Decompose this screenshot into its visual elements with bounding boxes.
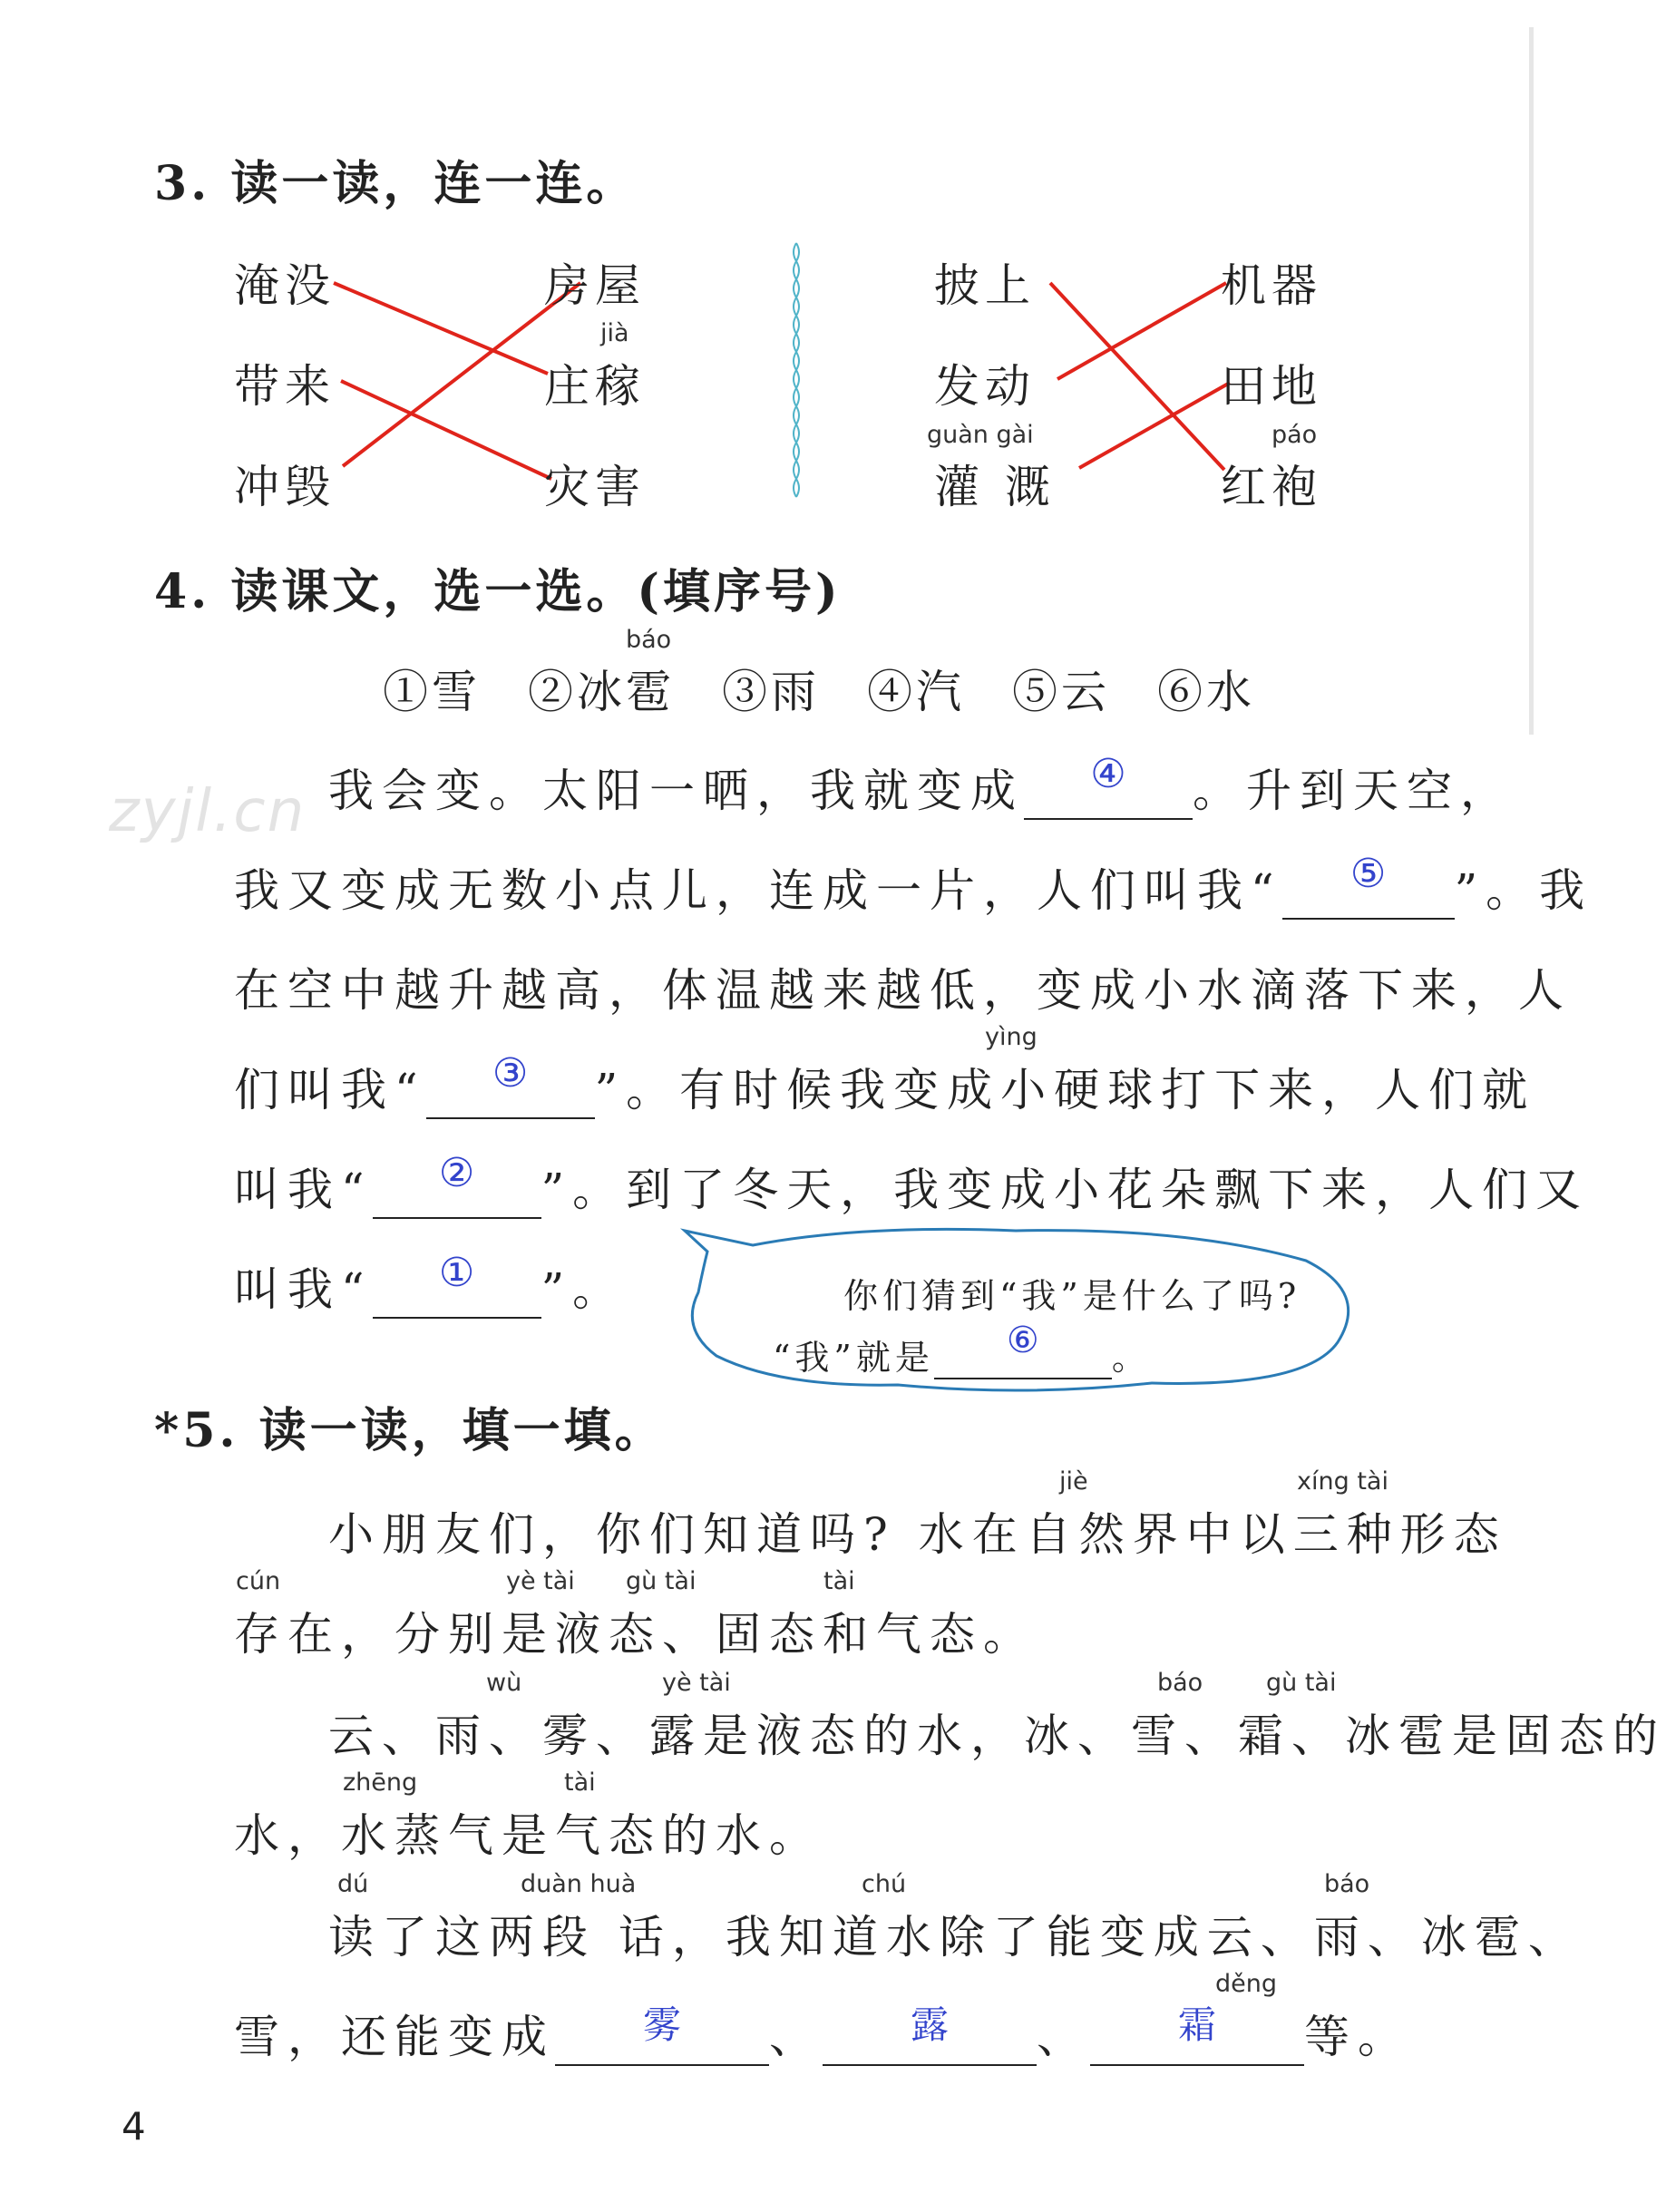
q4-answer-6: ⑥ <box>1006 1320 1039 1361</box>
q5-text: 、 <box>769 2011 823 2063</box>
q4-line-3: 在空中越升越高，体温越来越低，变成小水滴落下来，人 <box>234 964 1572 1017</box>
q4-text: 。升到天空， <box>1193 765 1514 817</box>
q5-pinyin-zheng: zhēng <box>343 1769 418 1797</box>
q5-blank-2[interactable] <box>823 2002 1037 2066</box>
q5-text: 等。 <box>1304 2011 1411 2063</box>
q4-line-6 <box>234 1250 627 1319</box>
q4-pinyin-ying: yìng <box>985 1023 1038 1051</box>
section-divider-icon <box>789 243 804 499</box>
q3-pinyin-jia: jià <box>600 319 629 347</box>
q4-text: ”。到了冬天，我变成小花朵飘下来，人们又 <box>541 1164 1590 1216</box>
q5-blank-3[interactable] <box>1090 2002 1304 2066</box>
q4-answer-5: ① <box>438 1250 475 1296</box>
q4-text: ”。 <box>541 1263 627 1316</box>
bubble-question: 你们猜到“我”是什么了吗? <box>843 1276 1301 1316</box>
q4-pinyin-bao: báo <box>626 626 672 654</box>
q4-options <box>383 656 1302 721</box>
q4-answer-1: ④ <box>1090 751 1126 797</box>
q5-line-1: 小朋友们，你们知道吗? 水在自然界中以三种形态 <box>328 1508 1507 1561</box>
q4-option-6: ⑥水 <box>1157 666 1255 718</box>
q3-match-line-4 <box>1050 283 1224 470</box>
q5-line-6 <box>234 2001 1411 2066</box>
bubble-text: “我”就是 <box>773 1338 934 1378</box>
q5-pinyin-jie: jiè <box>1059 1467 1088 1496</box>
q3-right-target-1[interactable]: 机器 <box>1221 259 1322 312</box>
q3-right-target-3[interactable]: 红袍 <box>1221 461 1322 513</box>
q5-pinyin-yetai-2: yè tài <box>662 1669 731 1697</box>
q5-pinyin-wu: wù <box>486 1669 522 1697</box>
q5-pinyin-bao: báo <box>1157 1669 1203 1697</box>
q3-left-word-2[interactable]: 带来 <box>234 360 336 413</box>
q3-title: 3. 读一读，连一连。 <box>154 156 638 211</box>
q5-pinyin-cun: cún <box>236 1567 281 1595</box>
q3-left-target-2[interactable]: 庄稼 <box>544 360 646 413</box>
q3-match-line-2 <box>341 381 551 479</box>
q4-text: ”。我 <box>1454 864 1593 917</box>
q4-answer-2: ⑤ <box>1349 851 1387 897</box>
bubble-text: 。 <box>1111 1338 1151 1378</box>
q5-line-3: 云、雨、雾、露是液态的水，冰、雪、霜、冰雹是固态的 <box>328 1710 1666 1762</box>
q3-pinyin-guangai: guàn gài <box>927 421 1034 449</box>
q3-right-word-2[interactable]: 发动 <box>934 360 1036 413</box>
q4-text: 叫我“ <box>234 1263 373 1316</box>
q5-pinyin-chu: chú <box>862 1870 907 1898</box>
q3-left-target-3[interactable]: 灾害 <box>544 461 646 513</box>
q5-line-4: 水，水蒸气是气态的水。 <box>234 1809 823 1862</box>
q4-blank-1[interactable] <box>1024 751 1193 820</box>
q4-line-1 <box>328 751 1514 820</box>
q4-option-4: ④汽 <box>867 666 965 718</box>
q5-pinyin-bao-2: báo <box>1324 1870 1370 1898</box>
q3-right-word-1[interactable]: 披上 <box>934 259 1036 312</box>
q5-text: 雪，还能变成 <box>234 2011 555 2063</box>
q4-text: 我会变。太阳一晒，我就变成 <box>328 765 1024 817</box>
q4-line-2 <box>234 851 1593 920</box>
q5-pinyin-yetai: yè tài <box>506 1567 575 1595</box>
q4-text: 叫我“ <box>234 1164 373 1216</box>
q3-left-word-1[interactable]: 淹没 <box>234 259 336 312</box>
q5-pinyin-duanhua: duàn huà <box>521 1870 637 1898</box>
q5-line-5: 读了这两段 话，我知道水除了能变成云、雨、冰雹、 <box>328 1911 1582 1964</box>
q4-answer-4: ② <box>438 1150 475 1196</box>
watermark: zyjl.cn <box>109 778 307 845</box>
q4-title: 4. 读课文，选一选。(填序号) <box>154 564 842 619</box>
q4-blank-2[interactable] <box>1282 851 1455 920</box>
q4-text: ”。有时候我变成小硬球打下来，人们就 <box>594 1064 1536 1116</box>
q5-pinyin-tai: tài <box>823 1567 855 1595</box>
q5-text: 、 <box>1037 2011 1090 2063</box>
q4-line-4 <box>234 1050 1536 1119</box>
q5-line-2: 存在，分别是液态、固态和气态。 <box>234 1608 1037 1661</box>
q3-right-word-3[interactable]: 灌 溉 <box>934 461 1056 513</box>
q5-pinyin-xingtai: xíng tài <box>1297 1467 1388 1496</box>
q4-blank-3[interactable] <box>426 1050 595 1119</box>
q5-answer-1: 雾 <box>642 2002 681 2047</box>
q5-pinyin-gutai: gù tài <box>626 1567 697 1595</box>
q5-answer-2: 露 <box>910 2002 949 2047</box>
q3-left-target-1[interactable]: 房屋 <box>544 259 646 312</box>
q4-answer-3: ③ <box>492 1050 529 1096</box>
q5-pinyin-du: dú <box>337 1870 369 1898</box>
q3-match-line-5 <box>1057 283 1226 379</box>
q5-pinyin-deng: děng <box>1215 1970 1278 1998</box>
q5-answer-3: 霜 <box>1177 2002 1216 2047</box>
q3-right-target-2[interactable]: 田地 <box>1221 360 1322 413</box>
q5-blank-1[interactable] <box>555 2002 769 2066</box>
q4-text: 我又变成无数小点儿，连成一片，人们叫我“ <box>234 864 1282 917</box>
q4-blank-4[interactable] <box>373 1150 541 1219</box>
q4-blank-5[interactable] <box>373 1250 541 1319</box>
q3-left-word-3[interactable]: 冲毁 <box>234 461 336 513</box>
q5-pinyin-gutai-2: gù tài <box>1266 1669 1337 1697</box>
q3-pinyin-pao: páo <box>1271 421 1318 449</box>
q4-option-1: ①雪 <box>383 666 481 718</box>
q3-match-line-1 <box>334 283 548 374</box>
q5-pinyin-tai-2: tài <box>564 1769 596 1797</box>
page-number: 4 <box>122 2104 146 2149</box>
q4-line-5 <box>234 1150 1590 1219</box>
bubble-answer-line <box>773 1320 1151 1379</box>
q4-option-5: ⑤云 <box>1012 666 1110 718</box>
q4-blank-6[interactable] <box>934 1320 1112 1379</box>
q5-title: *5. 读一读，填一填。 <box>154 1403 666 1458</box>
q4-option-3: ③雨 <box>722 666 820 718</box>
q4-text: 们叫我“ <box>234 1064 426 1116</box>
q4-option-2: ②冰雹 <box>528 666 675 718</box>
